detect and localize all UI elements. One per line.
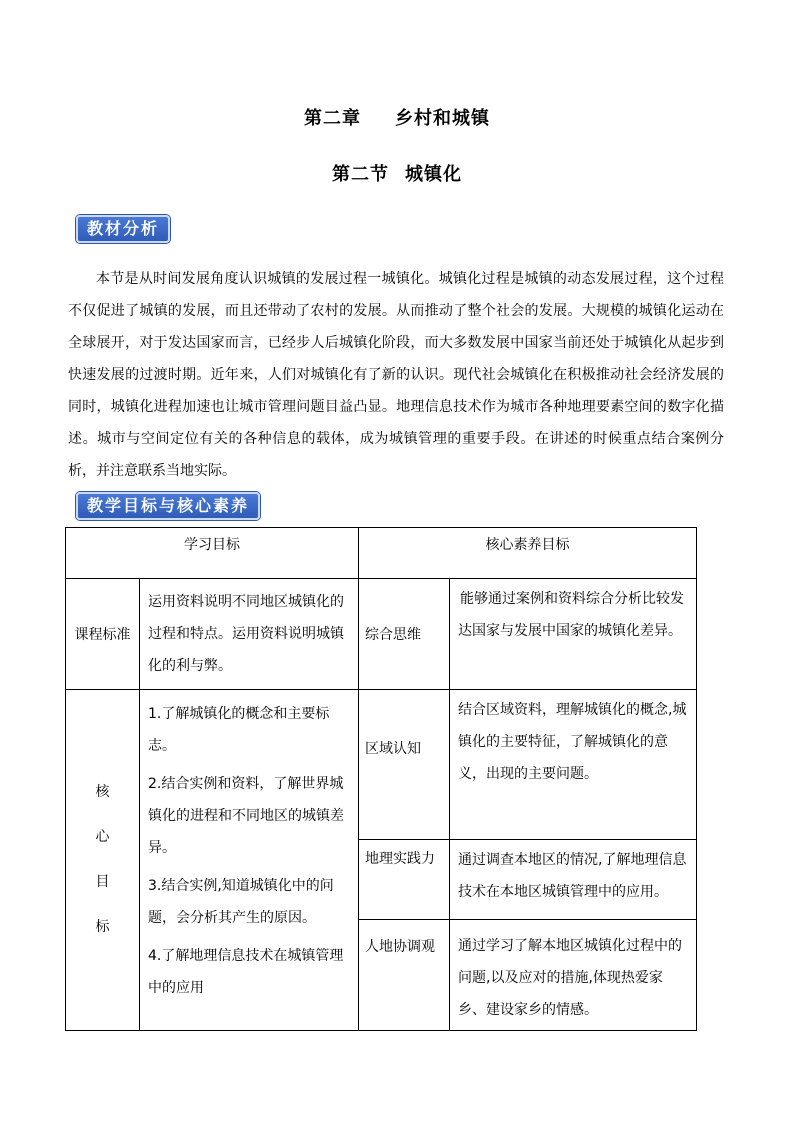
core-goal-item: 4.了解地理信息技术在城镇管理中的应用	[148, 948, 344, 996]
analysis-paragraph: 本节是从时间发展角度认识城镇的发展过程一城镇化。城镇化过程是城镇的动态发展过程，这个过程不仅促进了城镇的发展，而且还带动了农村的发展。从而推动了整个社会的发展。大规模的城镇化运动在全球展开，对于发达国家而言，已经步人后城镇化阶段，而大多数发展中国家当前还处于城镇化从起步到快速发展的过渡时期。近年来，人们对城镇化有了新的认识。现代社会城镇化在积极推动社会经济发展的同时，城镇化进程加速也让城市管理问题目益凸显。地理信息技术作为城市各种地理要素空间的数字化描述。城市与空间定位有关的各种信息的载体，成为城镇管理的重要手段。在讲述的时候重点结合案例分析，并注意联系当地实际。	[68, 271, 724, 479]
section-label: 第二节	[332, 164, 389, 185]
core-label-char: 目	[95, 874, 110, 890]
table-row-standard	[66, 579, 697, 690]
section-name: 城镇化	[405, 164, 462, 185]
header-learning-goals: 学习目标	[66, 528, 359, 579]
practice-label: 地理实践力	[359, 840, 450, 920]
objectives-table	[65, 527, 697, 1031]
standard-label: 课程标准	[66, 579, 140, 690]
chapter-label: 第二章	[304, 108, 361, 129]
chapter-name: 乡村和城镇	[395, 108, 490, 129]
core-label-char: 标	[95, 919, 110, 935]
analysis-badge: 教材分析	[76, 215, 170, 243]
header-core-competency: 核心素养目标	[359, 528, 697, 579]
region-label: 区域认知	[359, 690, 450, 840]
core-goals-label	[66, 690, 140, 1031]
objectives-badge: 教学目标与核心素养	[76, 492, 260, 520]
core-goals-list	[140, 690, 359, 1031]
chapter-title	[0, 104, 794, 130]
core-label-char: 心	[95, 829, 110, 845]
table-header-row	[66, 528, 697, 579]
core-goal-item: 2.结合实例和资料，了解世界城镇化的进程和不同地区的城镇差异。	[148, 776, 344, 856]
synthesis-text: 能够通过案例和资料综合分析比较发达国家与发展中国家的城镇化差异。	[450, 579, 697, 690]
harmony-label: 人地协调观	[359, 920, 450, 1031]
practice-text: 通过调查本地区的情况,了解地理信息技术在本地区城镇管理中的应用。	[450, 840, 697, 920]
section-title	[0, 160, 794, 186]
core-label-char: 核	[95, 784, 110, 800]
core-goal-item: 3.结合实例,知道城镇化中的问题，会分析其产生的原因。	[148, 878, 334, 926]
standard-text: 运用资料说明不同地区城镇化的过程和特点。运用资料说明城镇化的利与弊。	[140, 579, 359, 690]
harmony-text: 通过学习了解本地区城镇化过程中的问题,以及应对的措施,体现热爱家乡、建设家乡的情感。	[450, 920, 697, 1031]
table-row-region	[66, 690, 697, 840]
region-text: 结合区域资料，理解城镇化的概念,城镇化的主要特征，了解城镇化的意义，出现的主要问题。	[450, 690, 697, 840]
core-goal-item: 1.了解城镇化的概念和主要标志。	[148, 706, 330, 754]
synthesis-label: 综合思维	[359, 579, 450, 690]
